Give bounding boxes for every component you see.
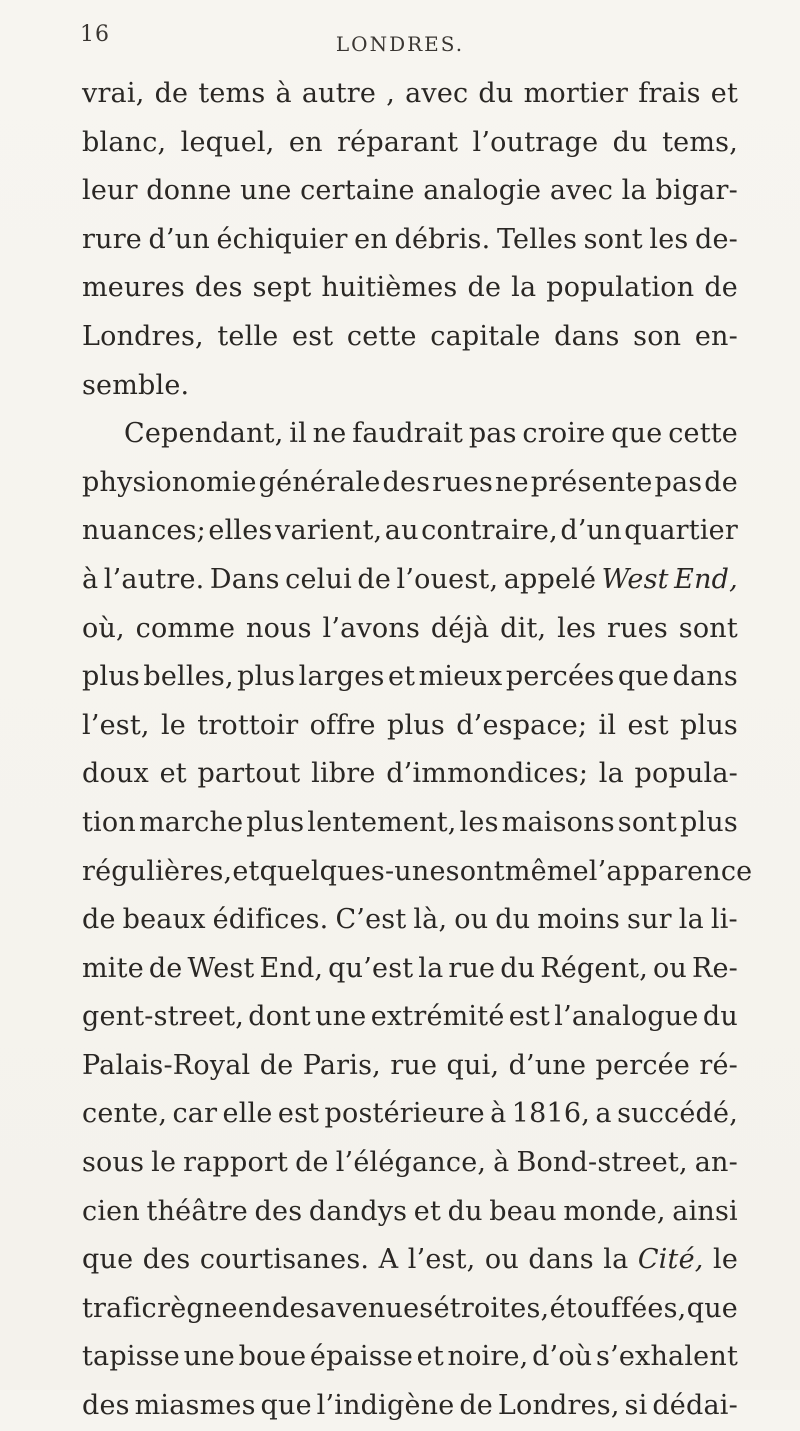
word: si <box>624 1390 648 1422</box>
word: là, <box>413 904 448 936</box>
word: C’est <box>335 904 407 936</box>
word: plus <box>237 661 296 693</box>
text-line <box>82 1382 738 1431</box>
word: succédé, <box>617 1098 738 1130</box>
word: offre <box>309 709 376 741</box>
word: cente, <box>82 1098 168 1130</box>
word: partout <box>197 758 301 790</box>
word: de <box>704 272 738 304</box>
word: l’apparence <box>588 855 753 887</box>
word: est <box>292 320 334 352</box>
word: rure <box>82 223 142 255</box>
word: vrai, <box>82 78 145 109</box>
word: que <box>617 661 670 693</box>
word: dans <box>554 320 620 352</box>
word: et <box>232 855 260 887</box>
word: l’indigène <box>316 1390 455 1422</box>
word: sont <box>678 612 738 644</box>
word: certaine <box>300 175 415 207</box>
word: du <box>612 126 648 158</box>
word: miasmes <box>134 1390 256 1422</box>
text-line <box>82 1042 738 1091</box>
word: percée <box>595 1049 690 1081</box>
word: mite <box>82 952 144 984</box>
word: quelques-unes <box>259 855 460 887</box>
word: d’un <box>148 223 210 255</box>
word: le <box>160 709 186 741</box>
word: d’un <box>560 515 622 547</box>
word: et <box>387 661 416 693</box>
word: population <box>546 272 695 304</box>
word: de <box>357 563 392 595</box>
word: rues <box>432 466 494 498</box>
word: belles, <box>143 661 234 693</box>
text-line <box>82 1188 738 1237</box>
word: cien <box>82 1195 140 1227</box>
word: échiquier <box>216 223 348 255</box>
word: il <box>598 709 617 741</box>
word: mieux <box>418 661 503 693</box>
word: une <box>240 175 292 207</box>
word: que <box>611 418 663 450</box>
word: une <box>315 1001 367 1033</box>
word: de <box>467 272 502 304</box>
word: Telles <box>496 223 578 255</box>
word: analogie <box>423 175 542 207</box>
word: plus <box>386 709 445 741</box>
word: le <box>151 1147 177 1179</box>
word: physionomie <box>82 466 257 498</box>
word: des <box>82 1390 130 1422</box>
word: nuances; <box>82 515 206 547</box>
word: blanc, <box>82 126 167 158</box>
word: a <box>595 1098 612 1130</box>
word: est <box>277 1098 320 1130</box>
word: de <box>295 1147 329 1179</box>
text-line <box>82 848 753 897</box>
word: monde, <box>563 1195 666 1227</box>
word: à <box>275 78 292 109</box>
word: cette <box>668 418 738 450</box>
word: car <box>172 1098 218 1130</box>
word: plus <box>82 661 140 693</box>
word: frais <box>638 78 701 109</box>
word: ainsi <box>672 1195 738 1227</box>
word: de <box>704 466 738 498</box>
word: extrémité <box>370 1001 505 1033</box>
word: une <box>183 1341 235 1373</box>
word: noire, <box>447 1341 529 1373</box>
word: lentement, <box>307 806 457 838</box>
word: bigar- <box>655 175 738 207</box>
word: trafic <box>82 1292 157 1324</box>
word: tems, <box>662 126 738 158</box>
word: Paris, <box>302 1049 381 1081</box>
running-head: LONDRES. <box>335 32 465 56</box>
word: d’une <box>508 1049 587 1081</box>
word: dans <box>672 661 738 693</box>
word: la <box>511 272 537 304</box>
word: où, <box>82 612 125 644</box>
word: régulières, <box>82 855 233 887</box>
text-line <box>82 556 738 605</box>
word: présente <box>530 466 653 498</box>
word: de- <box>694 223 738 255</box>
word: pas <box>654 466 703 498</box>
text-line <box>82 1285 738 1334</box>
word: sept <box>252 272 312 304</box>
word: étroites, <box>433 1292 550 1324</box>
word: à <box>490 1098 507 1130</box>
word: celui <box>285 563 352 595</box>
word: l’élégance, <box>335 1147 487 1179</box>
word: et <box>413 1195 442 1227</box>
word: semble. <box>82 369 190 401</box>
word: à <box>493 1147 510 1179</box>
page-header <box>0 18 800 68</box>
word: sont <box>583 223 643 255</box>
word: l’avons <box>322 612 421 644</box>
word: postérieure <box>324 1098 485 1130</box>
word: les <box>557 612 597 644</box>
word: tapisse <box>82 1341 180 1373</box>
word: des <box>142 1244 191 1276</box>
word: règne <box>157 1292 238 1324</box>
word: des <box>271 1292 320 1324</box>
word: plus <box>679 806 738 838</box>
word: trottoir <box>197 709 299 741</box>
word: de <box>259 1049 294 1081</box>
word: de <box>82 904 116 936</box>
word: et <box>710 78 738 109</box>
word: , <box>386 78 395 109</box>
text-line <box>82 945 738 994</box>
text-line <box>82 1139 738 1188</box>
word: dont <box>248 1001 311 1033</box>
word: Londres, <box>497 1390 620 1422</box>
word: West <box>601 563 669 595</box>
word: marche <box>138 806 244 838</box>
word: gent-street, <box>82 1001 245 1033</box>
word: théâtre <box>146 1195 248 1227</box>
word: la <box>598 758 624 790</box>
word: A <box>378 1244 399 1276</box>
word: la <box>678 904 704 936</box>
word: l’est, <box>407 1244 476 1276</box>
word: même <box>504 855 589 887</box>
word: l’ouest, <box>396 563 499 595</box>
word: cette <box>346 320 417 352</box>
word: quartier <box>624 515 738 547</box>
word: larges <box>298 661 385 693</box>
word: du <box>478 78 514 109</box>
word: lequel, <box>180 126 275 158</box>
word: tems <box>198 78 266 109</box>
word: elles <box>208 515 273 547</box>
word: ré- <box>699 1049 738 1081</box>
word: de <box>154 78 189 109</box>
word: 1816, <box>511 1098 591 1130</box>
word: de <box>459 1390 493 1422</box>
word: du <box>495 904 531 936</box>
text-line <box>82 70 738 119</box>
word: Bond-street, <box>516 1147 688 1179</box>
word: qui, <box>446 1049 500 1081</box>
word: débris. <box>394 223 491 255</box>
word: à <box>82 563 99 595</box>
text-line <box>82 313 738 362</box>
word: rue <box>448 952 496 984</box>
word: de <box>148 952 183 984</box>
word: croire <box>522 418 606 450</box>
body-text <box>82 70 753 1431</box>
text-line <box>82 507 738 556</box>
word: appelé <box>503 563 597 595</box>
word: huitièmes <box>321 272 458 304</box>
text-line <box>82 216 738 265</box>
word: s’exhalent <box>596 1341 738 1373</box>
word: an- <box>694 1147 738 1179</box>
word: leur <box>82 175 138 207</box>
word: nous <box>246 612 312 644</box>
word: l’est, <box>82 709 150 741</box>
word: li- <box>710 904 738 936</box>
word: la <box>418 952 444 984</box>
text-line <box>82 1090 738 1139</box>
word: percées <box>505 661 615 693</box>
word: comme <box>135 612 236 644</box>
text-line <box>82 1236 738 1285</box>
word: ou <box>652 952 688 984</box>
word: End, <box>674 563 738 595</box>
word: contraire, <box>421 515 558 547</box>
word: la <box>603 1244 629 1276</box>
word: Cité, <box>637 1244 704 1276</box>
text-line <box>82 750 738 799</box>
text-line <box>82 605 738 654</box>
word: étouffées, <box>549 1292 687 1324</box>
text-line <box>82 702 738 751</box>
word: West <box>187 952 255 984</box>
text-line <box>82 896 738 945</box>
word: avec <box>549 175 614 207</box>
word: réparant <box>337 126 459 158</box>
word: plus <box>246 806 305 838</box>
word: en <box>354 223 388 255</box>
word: capitale <box>430 320 541 352</box>
page-number: 16 <box>80 22 110 47</box>
word: les <box>459 806 499 838</box>
text-line <box>82 167 738 216</box>
word: des <box>194 272 243 304</box>
word: sous <box>82 1147 145 1179</box>
word: du <box>447 1195 483 1227</box>
word: l’outrage <box>472 126 599 158</box>
word: en <box>288 126 323 158</box>
word: il <box>289 418 307 450</box>
word: dans <box>528 1244 594 1276</box>
word: libre <box>311 758 376 790</box>
word: courtisanes. <box>199 1244 370 1276</box>
word: du <box>702 1001 738 1033</box>
word: au <box>384 515 419 547</box>
word: que <box>686 1292 738 1324</box>
word: Re- <box>691 952 738 984</box>
word: rapport <box>183 1147 289 1179</box>
word: tion <box>82 806 136 838</box>
text-line <box>82 799 738 848</box>
word: que <box>260 1390 312 1422</box>
text-line <box>82 993 738 1042</box>
word: d’espace; <box>456 709 588 741</box>
word: d’où <box>532 1341 593 1373</box>
word: telle <box>217 320 279 352</box>
word: beaux <box>122 904 206 936</box>
word: popula- <box>634 758 738 790</box>
word: en- <box>694 320 738 352</box>
word: avec <box>405 78 469 109</box>
word: autre <box>301 78 377 109</box>
word: ou <box>454 904 489 936</box>
text-line <box>82 362 738 411</box>
word: générale <box>258 466 381 498</box>
word: édifices. <box>212 904 329 936</box>
word: d’immondices; <box>386 758 589 790</box>
word: épaisse <box>309 1341 414 1373</box>
word: et <box>416 1341 444 1373</box>
word: déjà <box>430 612 490 644</box>
word: varient, <box>274 515 383 547</box>
text-line <box>82 1333 738 1382</box>
word: rue <box>390 1049 438 1081</box>
word: Dans <box>209 563 280 595</box>
word: Londres, <box>82 320 204 352</box>
word: que <box>82 1244 134 1276</box>
word: est <box>508 1001 551 1033</box>
word: mortier <box>523 78 629 109</box>
word: l’autre. <box>103 563 205 595</box>
word: ont <box>459 855 505 887</box>
text-line <box>82 119 738 168</box>
word: meures <box>82 272 185 304</box>
word: pas <box>468 418 517 450</box>
word: l’analogue <box>554 1001 699 1033</box>
text-line <box>82 264 738 313</box>
word: Régent, <box>540 952 649 984</box>
word: les <box>649 223 689 255</box>
word: ne <box>312 418 347 450</box>
word: doux <box>82 758 149 790</box>
word: dandys <box>308 1195 408 1227</box>
word: plus <box>680 709 738 741</box>
text-line <box>82 459 738 508</box>
text-line <box>82 653 738 702</box>
text-line <box>82 410 738 459</box>
word: donne <box>146 175 232 207</box>
word: dit, <box>500 612 547 644</box>
word: elle <box>222 1098 273 1130</box>
word: rues <box>607 612 668 644</box>
word: beau <box>489 1195 557 1227</box>
word: des <box>382 466 431 498</box>
word: en <box>237 1292 272 1324</box>
word: faudrait <box>352 418 464 450</box>
word: ou <box>484 1244 519 1276</box>
word: et <box>159 758 187 790</box>
word: maisons <box>501 806 615 838</box>
word: dédai- <box>652 1390 738 1422</box>
word: Cependant, <box>124 418 284 450</box>
word: sur <box>627 904 672 936</box>
word: ne <box>495 466 529 498</box>
word: du <box>500 952 536 984</box>
word: sont <box>617 806 677 838</box>
word: Palais-Royal <box>82 1049 251 1081</box>
word: moins <box>537 904 621 936</box>
word: son <box>633 320 682 352</box>
word: le <box>712 1244 738 1276</box>
word: avenues <box>319 1292 434 1324</box>
word: des <box>254 1195 303 1227</box>
word: End, <box>259 952 324 984</box>
word: la <box>621 175 647 207</box>
word: boue <box>238 1341 307 1373</box>
word: qu’est <box>328 952 414 984</box>
word: est <box>627 709 669 741</box>
